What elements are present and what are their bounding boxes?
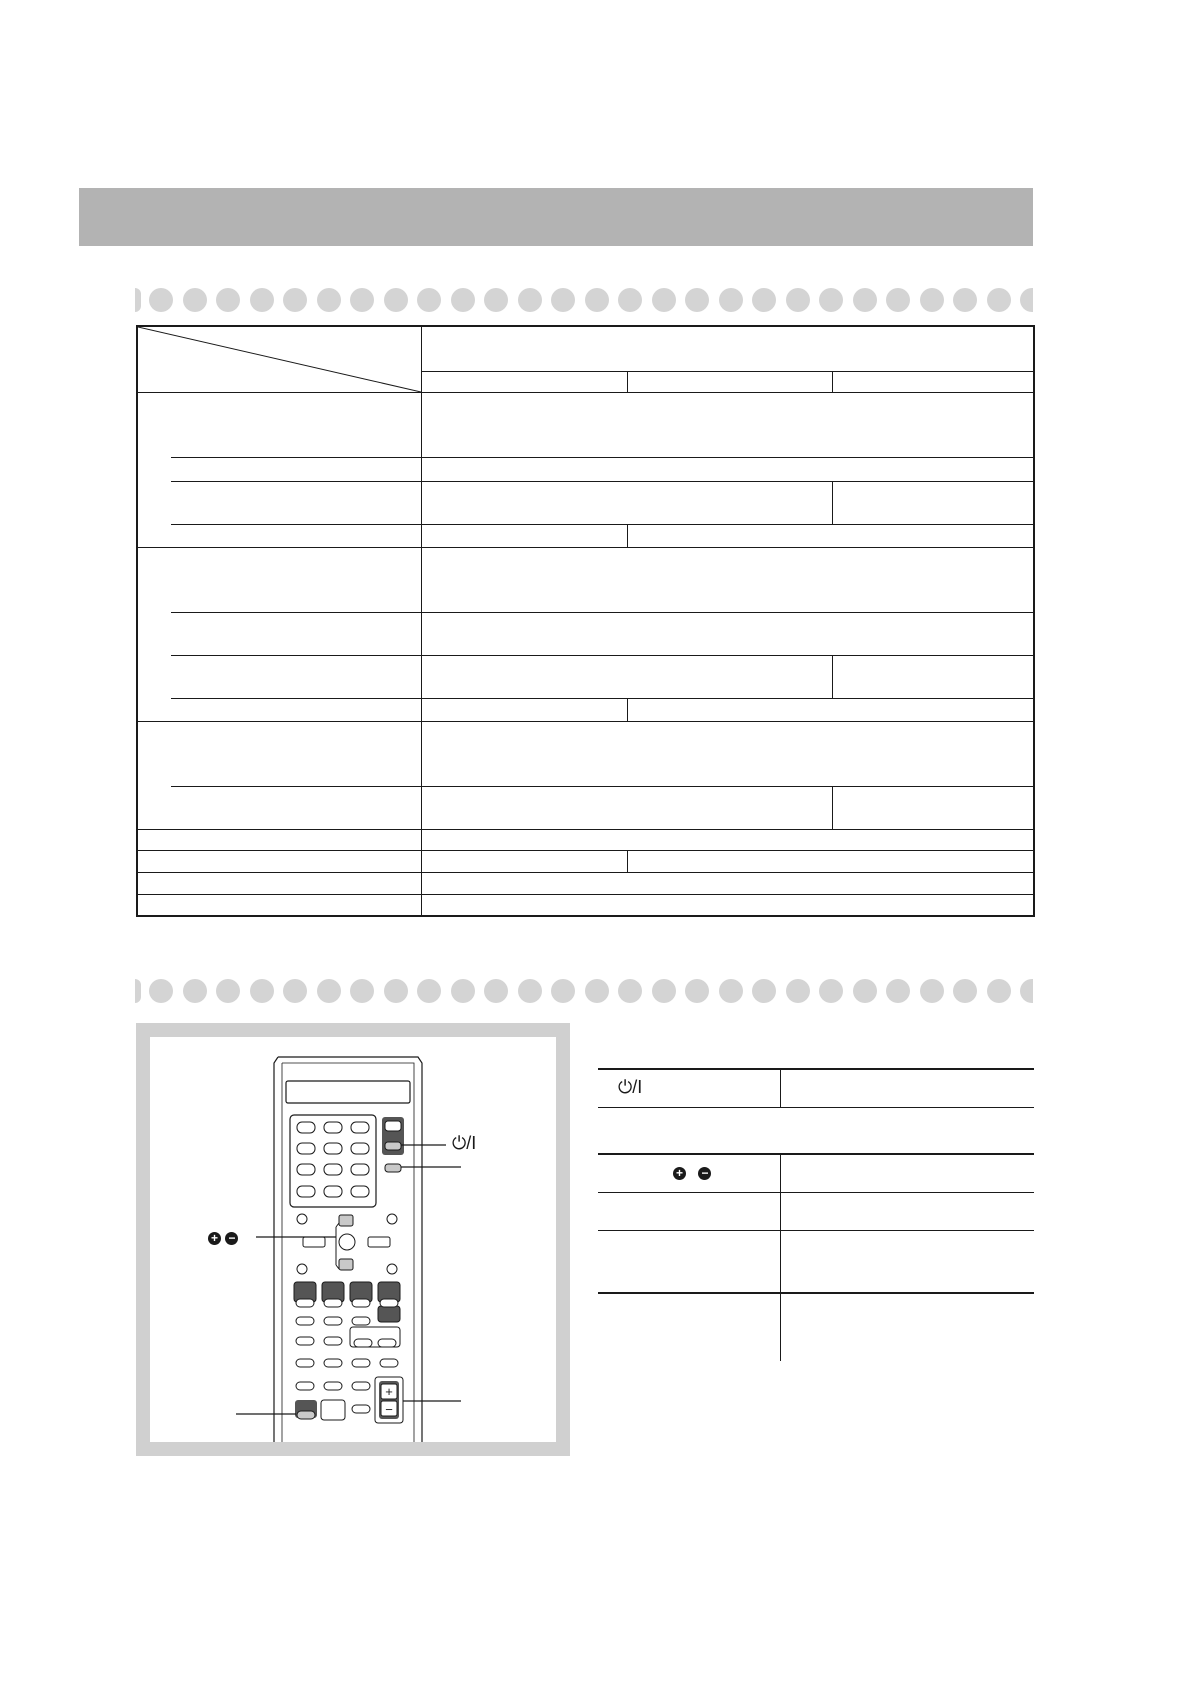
remote-illustration-frame [136,1023,570,1456]
divider-dot [250,979,274,1003]
table-line [138,547,1035,548]
function-table-plus-minus [673,1165,711,1183]
divider-dot [685,288,709,312]
table-line [421,371,1035,372]
divider-dot [135,979,141,1003]
divider-dot [819,288,843,312]
divider-dot [417,288,441,312]
divider-dot [886,979,910,1003]
table-line [780,1153,781,1361]
divider-dot [752,288,776,312]
table-line [138,894,1035,895]
divider-dot [987,288,1011,312]
table-line [138,829,1035,830]
divider-dot [451,288,475,312]
divider-dot [585,288,609,312]
divider-dot [283,979,307,1003]
divider-dot [216,288,240,312]
divider-dot [953,979,977,1003]
svg-text:+: + [385,1384,393,1399]
dotted-divider-1 [135,286,1033,314]
table-line [598,1192,1034,1193]
divider-dot [149,979,173,1003]
divider-dot [752,979,776,1003]
minus-icon: − [698,1167,711,1180]
divider-dot [216,979,240,1003]
dotted-divider-2 [135,977,1033,1005]
table-line [832,655,833,698]
table-line [627,371,628,392]
divider-dot [384,979,408,1003]
divider-dot [618,979,642,1003]
power-icon: ⏻/I [618,1077,643,1097]
divider-dot [685,979,709,1003]
table-line [171,457,1035,458]
divider-dot [183,979,207,1003]
table-line [598,1230,1034,1231]
divider-dot [819,979,843,1003]
table-line [598,1153,1034,1155]
divider-dot [149,288,173,312]
divider-dot [786,288,810,312]
divider-dot [652,979,676,1003]
divider-dot [719,288,743,312]
divider-dot [920,288,944,312]
divider-dot [518,979,542,1003]
divider-dot [853,288,877,312]
table-line [780,1068,781,1107]
table-diagonal-header [138,327,421,392]
table-line [598,1107,1034,1108]
table-line [627,698,628,721]
svg-text:−: − [385,1402,393,1417]
remote-illustration [150,1037,556,1442]
plus-icon: + [673,1167,686,1180]
table-line [171,698,1035,699]
divider-dot [853,979,877,1003]
divider-dot [283,288,307,312]
divider-dot [1020,979,1033,1003]
table-line [832,371,833,392]
divider-dot [183,288,207,312]
section-header-bar [79,188,1033,246]
specification-table [136,325,1035,917]
table-line [171,481,1035,482]
remote-plus-minus-label [208,1230,238,1248]
divider-dot [250,288,274,312]
divider-dot [350,979,374,1003]
divider-dot [953,288,977,312]
table-line [171,524,1035,525]
plus-icon: + [208,1232,221,1245]
minus-icon: − [225,1232,238,1245]
divider-dot [451,979,475,1003]
divider-dot [518,288,542,312]
divider-dot [551,288,575,312]
table-line [832,786,833,829]
divider-dot [317,288,341,312]
divider-dot [135,288,141,312]
divider-dot [484,979,508,1003]
divider-dot [987,979,1011,1003]
table-line [138,721,1035,722]
divider-dot [1020,288,1033,312]
divider-dot [585,979,609,1003]
divider-dot [484,288,508,312]
divider-dot [786,979,810,1003]
divider-dot [417,979,441,1003]
divider-dot [886,288,910,312]
table-line [627,524,628,547]
divider-dot [652,288,676,312]
divider-dot [551,979,575,1003]
table-line [171,786,1035,787]
remote-power-label: ⏻/I [452,1133,477,1153]
table-line [171,612,1035,613]
table-line [627,850,628,872]
divider-dot [618,288,642,312]
table-line [171,655,1035,656]
divider-dot [920,979,944,1003]
table-line [832,481,833,524]
divider-dot [350,288,374,312]
table-line [598,1292,1034,1294]
function-table [598,1068,1034,1218]
divider-dot [317,979,341,1003]
table-line [598,1068,1034,1070]
table-line [138,392,1035,393]
table-line [138,850,1035,851]
divider-dot [384,288,408,312]
divider-dot [719,979,743,1003]
table-line [138,872,1035,873]
